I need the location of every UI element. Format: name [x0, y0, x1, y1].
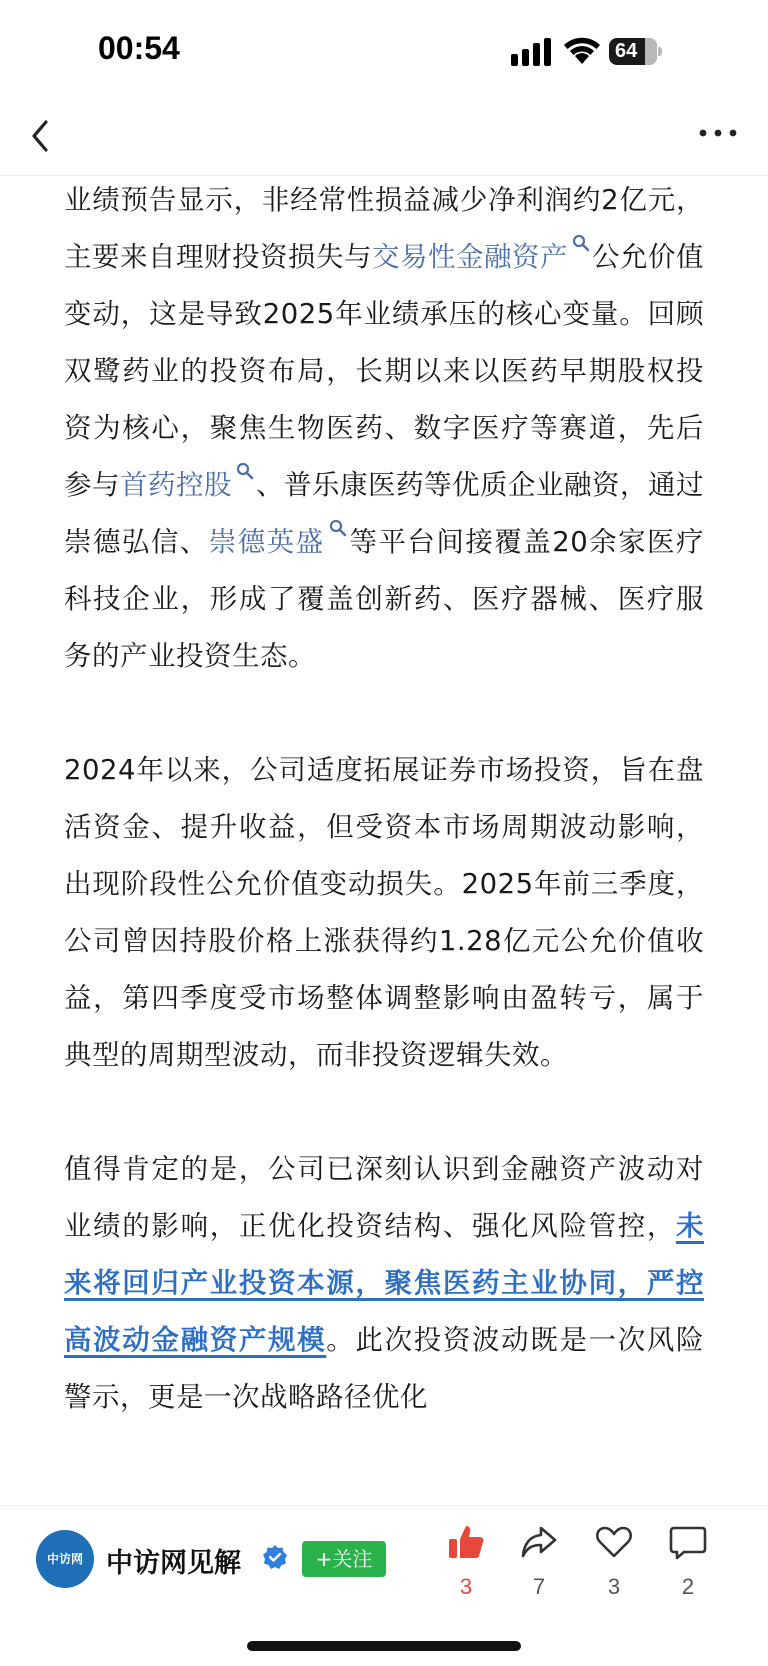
more-options-icon[interactable]: [698, 127, 738, 139]
status-bar: [0, 0, 768, 100]
share-button[interactable]: [509, 1522, 569, 1600]
paragraph-text: 业绩预告显示，非经常性损益减少净利润约2亿元，主要来自理财投资损失与: [64, 184, 704, 273]
back-arrow-icon[interactable]: [26, 116, 56, 156]
paragraph-text: 值得肯定的是，公司已深刻认识到金融资产波动对业绩的影响，正优化投资结构、强化风险管控，: [64, 1153, 704, 1242]
paragraph-text: 。此次投资波动既是一次风险警示，更是一次战略路径优化: [64, 1324, 704, 1413]
wifi-icon: [562, 36, 602, 66]
comment-button[interactable]: [658, 1522, 718, 1600]
search-icon[interactable]: [236, 462, 254, 480]
cellular-signal-icon: [511, 38, 553, 66]
search-icon[interactable]: [329, 519, 347, 537]
comment-count: 2: [681, 1574, 695, 1599]
like-button[interactable]: [436, 1522, 496, 1600]
article-body: [64, 172, 704, 1502]
like-count: 3: [459, 1574, 473, 1599]
favorite-button[interactable]: [584, 1522, 644, 1600]
nav-bar: [0, 100, 768, 176]
home-indicator: [247, 1641, 521, 1651]
paragraph-text: 等平台间接覆盖20余家医疗科技企业，形成了覆盖创新药、医疗器械、医疗服务的产业投资生态。: [64, 526, 704, 672]
keyword-link[interactable]: 交易性金融资产: [372, 241, 568, 273]
follow-button[interactable]: +关注: [302, 1541, 386, 1577]
search-icon[interactable]: [572, 234, 590, 252]
author-name[interactable]: 中访网见解: [106, 1548, 241, 1579]
verified-badge-icon: [262, 1544, 288, 1570]
author-avatar[interactable]: 中访网: [36, 1530, 94, 1588]
paragraph: [64, 172, 704, 685]
thumbs-up-icon: [446, 1522, 486, 1562]
favorite-count: 3: [607, 1574, 621, 1599]
keyword-link[interactable]: 首药控股: [120, 469, 232, 501]
paragraph-text: 、普乐康医药等优质企业融资，通过崇德弘信、: [64, 469, 704, 558]
battery-nub: [658, 47, 662, 56]
heart-icon: [594, 1522, 634, 1562]
share-icon: [519, 1522, 559, 1562]
battery-indicator: [609, 38, 657, 65]
comment-icon: [668, 1522, 708, 1562]
highlighted-link[interactable]: 未来将回归产业投资本源，聚焦医药主业协同，严控高波动金融资产规模: [64, 1210, 704, 1356]
share-count: 7: [532, 1574, 546, 1599]
paragraph-text: 公允价值变动，这是导致2025年业绩承压的核心变量。回顾双鹭药业的投资布局，长期以来以医药早期股权投资为核心，聚焦生物医药、数字医疗等赛道，先后参与: [64, 241, 704, 501]
battery-level: 64: [615, 40, 638, 62]
status-time: 00:54: [98, 30, 180, 66]
paragraph: [64, 1141, 704, 1426]
keyword-link[interactable]: 崇德英盛: [208, 526, 325, 558]
paragraph: 2024年以来，公司适度拓展证券市场投资，旨在盘活资金、提升收益，但受资本市场周期波动影响，出现阶段性公允价值变动损失。2025年前三季度，公司曾因持股价格上涨获得约1.28亿元公允价值收益，第四季度受市场整体调整影响由盈转亏，属于典型的周期型波动，而非投资逻辑失效。: [64, 754, 704, 1071]
